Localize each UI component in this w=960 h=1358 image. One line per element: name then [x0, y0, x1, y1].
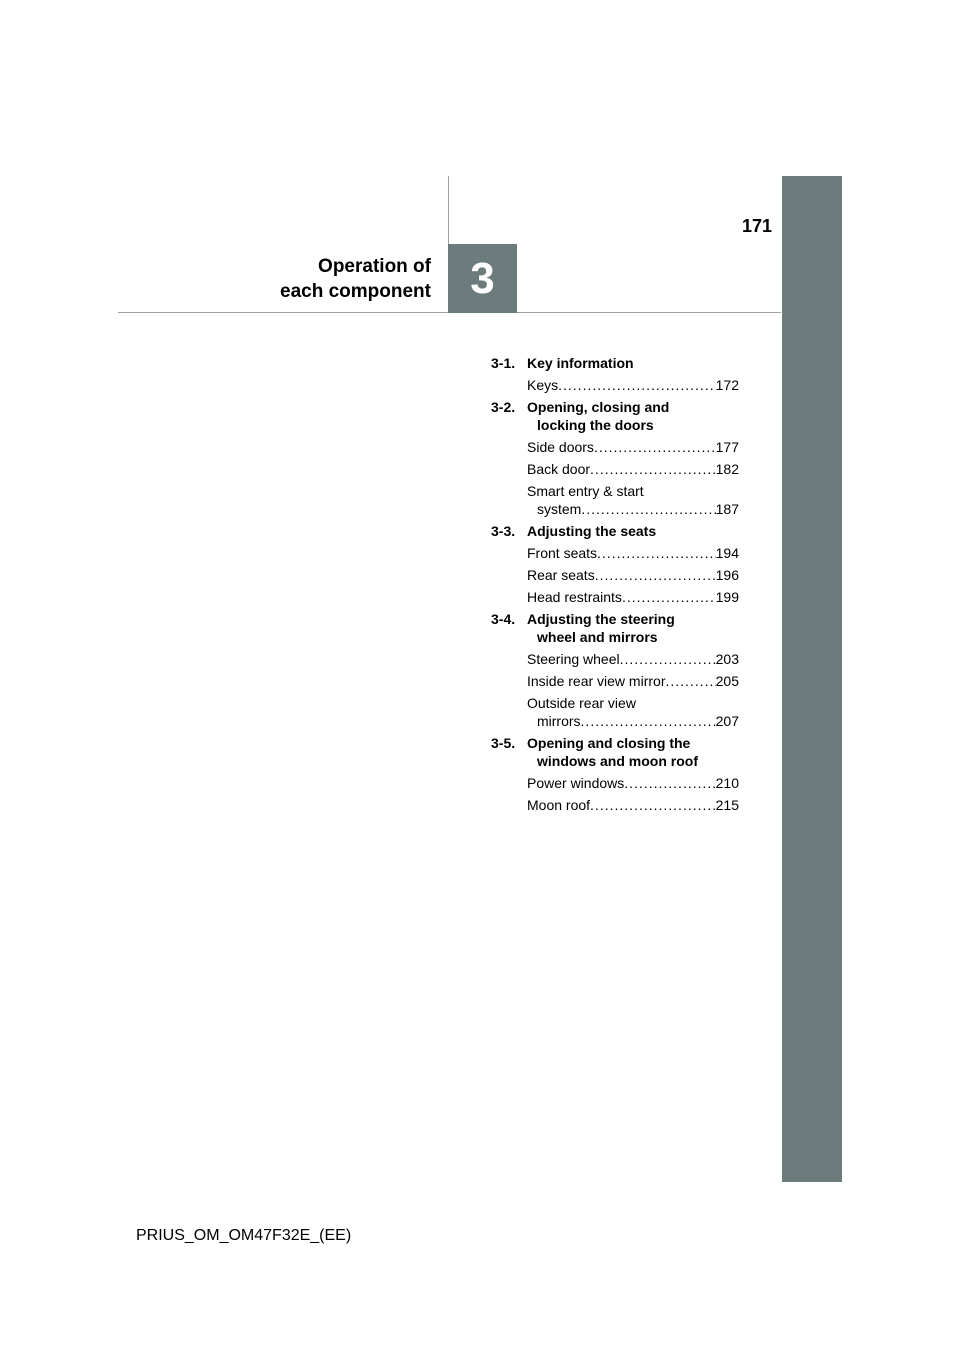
toc-section-title: Opening, closing and — [527, 399, 670, 415]
toc-entry-title: Head restraints — [527, 589, 622, 605]
toc-section-heading[interactable] — [491, 610, 739, 646]
toc-entry-page: 207 — [715, 713, 739, 729]
toc-entry-title: Rear seats — [527, 567, 595, 583]
toc-entry-title: Steering wheel — [527, 651, 620, 667]
dot-leader — [581, 500, 715, 518]
toc-section-number: 3-2. — [491, 399, 516, 415]
toc-entry-page: 194 — [715, 545, 739, 561]
dot-leader — [620, 650, 716, 668]
toc-entry[interactable] — [491, 566, 739, 584]
toc-entry-page: 196 — [715, 567, 739, 583]
toc-entry-page: 205 — [715, 673, 739, 689]
toc-entry-title: Moon roof — [527, 797, 591, 813]
toc-entry-title: Inside rear view mirror — [527, 673, 666, 689]
toc-entry[interactable] — [491, 694, 739, 730]
toc-entry[interactable] — [491, 672, 739, 690]
chapter-title-line-1: Operation of — [318, 256, 431, 277]
document-code: PRIUS_OM_OM47F32E_(EE) — [136, 1227, 352, 1244]
toc-entry-page: 172 — [715, 377, 739, 393]
toc-section-title: Adjusting the steering — [527, 611, 675, 627]
toc-entry[interactable] — [491, 460, 739, 478]
toc-entry[interactable] — [491, 774, 739, 792]
toc-entry[interactable] — [491, 376, 739, 394]
toc-entry[interactable] — [491, 544, 739, 562]
toc-section-number: 3-4. — [491, 611, 516, 627]
chapter-number-box: 3 — [448, 244, 517, 313]
toc-entry-title: Side doors — [527, 439, 594, 455]
toc-section-title: Adjusting the seats — [527, 523, 657, 539]
dot-leader — [558, 376, 716, 394]
toc-entry-title: Front seats — [527, 545, 598, 561]
dot-leader — [590, 460, 716, 478]
toc-section-number: 3-5. — [491, 735, 516, 751]
toc-entry-title: Back door — [527, 461, 591, 477]
toc-section-heading[interactable] — [491, 522, 739, 540]
toc-entry-page: 187 — [715, 501, 739, 517]
chapter-title — [200, 254, 431, 304]
toc-section-title: Opening and closing the — [527, 735, 691, 751]
toc-section-title: wheel and mirrors — [537, 629, 658, 645]
chapter-side-tab — [782, 176, 842, 1182]
toc-section-heading[interactable] — [491, 398, 739, 434]
dot-leader — [595, 566, 716, 584]
chapter-title-line-2: each component — [280, 281, 431, 302]
toc-entry[interactable] — [491, 482, 739, 518]
toc-entry-page: 182 — [715, 461, 739, 477]
toc-section-title: locking the doors — [537, 417, 654, 433]
toc-entry-page: 199 — [715, 589, 739, 605]
toc-section-number: 3-3. — [491, 523, 516, 539]
dot-leader — [624, 774, 715, 792]
toc-entry-page: 210 — [715, 775, 739, 791]
dot-leader — [597, 544, 716, 562]
toc-entry-page: 203 — [715, 651, 739, 667]
dot-leader — [665, 672, 715, 690]
toc-entry-page: 177 — [715, 439, 739, 455]
toc-section-heading[interactable] — [491, 354, 739, 372]
toc-section-number: 3-1. — [491, 355, 516, 371]
toc-entry[interactable] — [491, 588, 739, 606]
dot-leader — [594, 438, 716, 456]
toc-section-heading[interactable] — [491, 734, 739, 770]
page-number: 171 — [741, 216, 772, 236]
toc-section-title: Key information — [527, 355, 634, 371]
toc-entry-title: Power windows — [527, 775, 625, 791]
toc-entry[interactable] — [491, 438, 739, 456]
toc-entry-title: Outside rear view — [527, 695, 636, 711]
toc-entry[interactable] — [491, 650, 739, 668]
toc-entry-title: system — [537, 501, 582, 517]
dot-leader — [622, 588, 716, 606]
dot-leader — [581, 712, 716, 730]
toc-section-title: windows and moon roof — [537, 753, 698, 769]
toc-entry-title: Keys — [527, 377, 559, 393]
dot-leader — [590, 796, 716, 814]
table-of-contents — [491, 354, 739, 814]
toc-entry-title: mirrors — [537, 713, 581, 729]
toc-entry-page: 215 — [715, 797, 739, 813]
toc-entry-title: Smart entry & start — [527, 483, 644, 499]
toc-entry[interactable] — [491, 796, 739, 814]
